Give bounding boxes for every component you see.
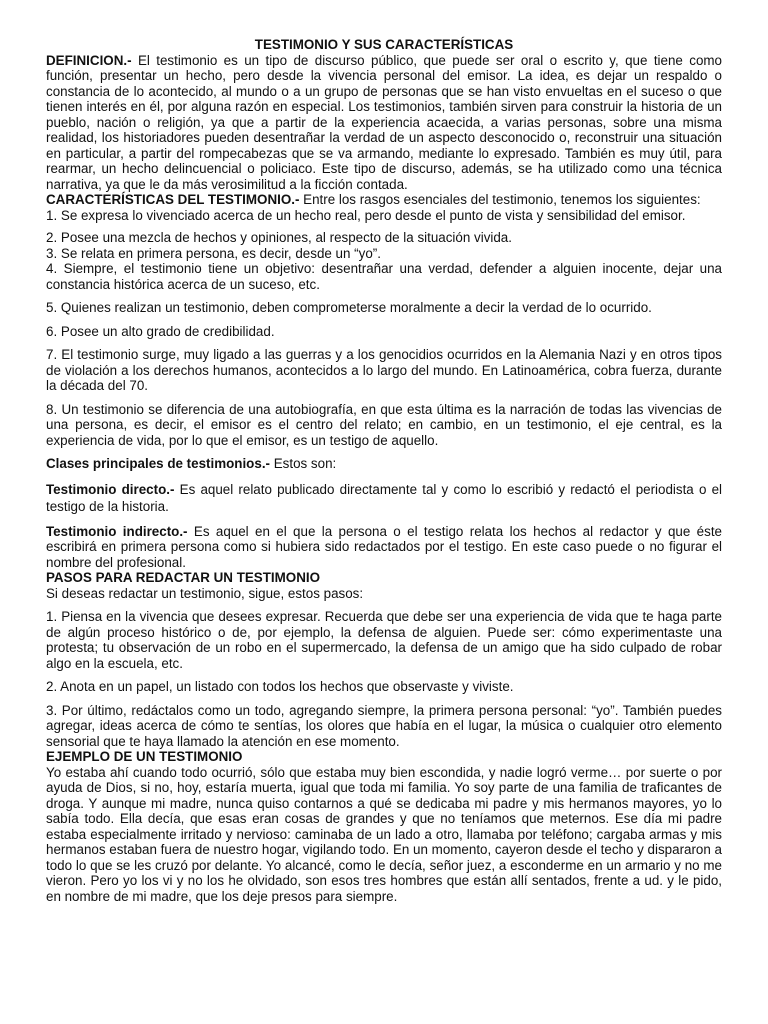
pasos-intro: Si deseas redactar un testimonio, sigue, estos pasos: <box>46 585 364 601</box>
caracteristica-item-3: 3. Se relata en primera persona, es decir, desde un “yo”. <box>46 245 381 261</box>
caracteristica-item-5: 5. Quienes realizan un testimonio, deben comprometerse moralmente a decir la verdad de lo ocurrido. <box>46 300 652 315</box>
caracteristica-item-6: 6. Posee un alto grado de credibilidad. <box>46 323 275 339</box>
caracteristica-item-4: 4. Siempre, el testimonio tiene un objetivo: desentrañar una verdad, defender a alguien inocente, dejar una constancia histórica acerca de un suceso, etc. <box>46 261 722 292</box>
document-page <box>46 37 722 904</box>
caracteristicas-intro <box>46 192 722 208</box>
testimonio-directo-label: Testimonio directo.- <box>46 481 175 497</box>
caracteristica-item-7: 7. El testimonio surge, muy ligado a las guerras y a los genocidios ocurridos en la Alemania Nazi y en otros tipos de violación a los derechos humanos, acontecidos a lo largo del mundo. En Latinoamérica, cobra fuerza, durante la década del 70. <box>46 347 722 393</box>
testimonio-directo <box>46 481 722 515</box>
definicion-label: DEFINICION.- <box>46 52 132 68</box>
testimonio-indirecto <box>46 524 722 571</box>
caracteristica-item-2: 2. Posee una mezcla de hechos y opiniones, al respecto de la situación vivida. <box>46 230 512 245</box>
clases-heading <box>46 456 722 472</box>
testimonio-indirecto-text: Es aquel en el que la persona o el testigo relata los hechos al redactor y que éste escribirá en primera persona como si hubiera sido redactados por el testigo. En este caso puede o no figurar el nombre del profesional. <box>46 523 722 570</box>
caracteristica-item-8: 8. Un testimonio se diferencia de una autobiografía, en que esta última es la narración de todas las vivencias de una persona, es decir, el emisor es el centro del relato; en cambio, en un testimonio, el eje central, es la experiencia de vida, por lo que el emisor, es un testigo de aquello. <box>46 401 722 448</box>
pasos-heading: PASOS PARA REDACTAR UN TESTIMONIO <box>46 570 321 585</box>
caracteristica-item-1: 1. Se expresa lo vivenciado acerca de un hecho real, pero desde el punto de vista y sensibilidad del emisor. <box>46 207 686 223</box>
definicion-text: El testimonio es un tipo de discurso público, que puede ser oral o escrito y, que tiene como función, presentar un hecho, pero desde la vivencia personal del emisor. La idea, es dejar un respaldo o constancia de lo acontecido, al mundo o a un grupo de personas que se han visto envueltas en el suceso o que tienen interés en él, por alguna razón en especial. Los testimonios, también sirven para construir la historia de un pueblo, nación o religión, ya que a partir de la experiencia acaecida, a varias personas, sobre una misma realidad, los historiadores pueden desentrañar la verdad de un aspecto desconocido o, reconstruir una situación en particular, a partir del rompecabezas que se va armando, mediante lo expresado. También es muy útil, para rearmar, un hecho delincuencial o policiaco. Este tipo de discurso, además, se ha utilizado como una técnica narrativa, ya que le da más verosimilitud a la ficción contada. <box>46 52 722 192</box>
clases-text: Estos son: <box>270 456 337 471</box>
paso-item-2: 2. Anota en un papel, un listado con todos los hechos que observaste y viviste. <box>46 679 514 694</box>
testimonio-directo-text: Es aquel relato publicado directamente tal y como lo escribió y redactó el periodista o el testigo de la historia. <box>46 481 723 514</box>
ejemplo-heading: EJEMPLO DE UN TESTIMONIO <box>46 749 243 764</box>
testimonio-indirecto-label: Testimonio indirecto.- <box>46 523 188 539</box>
ejemplo-text: Yo estaba ahí cuando todo ocurrió, sólo que estaba muy bien escondida, y nadie logró verme… por suerte o por ayuda de Dios, si no, hoy, estaría muerta, igual que toda mi familia. Yo soy parte de una familia de traficantes de droga. Y aunque mi madre, nunca quiso contarnos a qué se dedicaba mi padre y mis hermanos mayores, yo lo sabía todo. Ella decía, que esas eran cosas de grandes y que no teníamos que meternos. Ese día mi padre estaba especialmente irritado y nervioso: caminaba de un lado a otro, llamaba por teléfono; cargaba armas y mis hermanos estaban fuera de nuestro hogar, vigilando todo. En un momento, cayeron desde el techo y dispararon a todo lo que se les cruzó por delante. Yo alcancé, como le decía, señor juez, a esconderme en un armario y no me vieron. Pero yo los vi y no los he olvidado, son esos tres hombres que están allí sentados, frente a ud. y le pido, en nombre de mi madre, que los deje presos para siempre. <box>46 764 722 904</box>
caracteristicas-text: Entre los rasgos esenciales del testimonio, tenemos los siguientes: <box>299 192 701 207</box>
caracteristicas-label: CARACTERÍSTICAS DEL TESTIMONIO.- <box>46 192 300 207</box>
paso-item-1: 1. Piensa en la vivencia que desees expresar. Recuerda que debe ser una experiencia de vida que te haga parte de algún proceso histórico o de, por ejemplo, la defensa de alguien. Puede ser: cómo experimentaste una protesta; tu observación de un robo en el supermercado, la defensa de un amigo que ha sido culpado de robar algo en la escuela, etc. <box>46 609 722 671</box>
paso-item-3: 3. Por último, redáctalos como un todo, agregando siempre, la primera persona personal: “yo”. También puedes agregar, ideas acerca de cómo te sentías, los olores que había en el lugar, la música o cualquier otro elemento sensorial que te haya llamado la atención en ese momento. <box>46 702 722 749</box>
clases-label: Clases principales de testimonios.- <box>46 456 270 471</box>
definicion-paragraph <box>46 53 722 193</box>
document-title: TESTIMONIO Y SUS CARACTERÍSTICAS <box>254 37 514 52</box>
